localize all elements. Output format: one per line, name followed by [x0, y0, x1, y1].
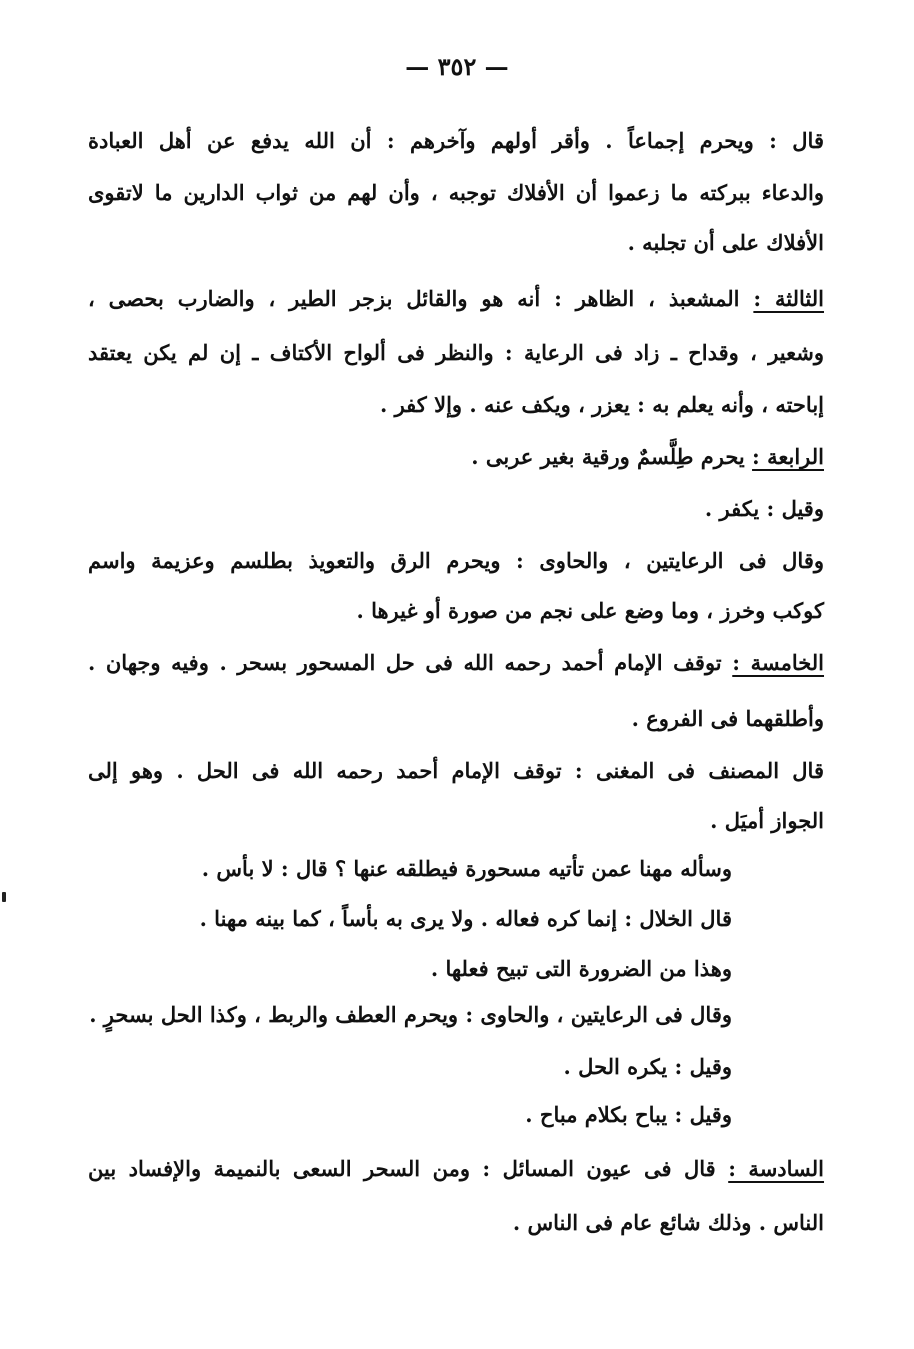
text-line-20: وقيل : يباح بكلام مباح .: [525, 1102, 732, 1127]
text-line-4: المشعبذ ، الظاهر : أنه هو والقائل بزجر الطير ، والضارب بحصى ،: [88, 286, 740, 311]
text-line-16: قال الخلال : إنما كره فعاله . ولا يرى به بأساً ، كما بينه مهنا .: [199, 906, 732, 931]
text-line-19: وقيل : يكره الحل .: [563, 1054, 732, 1079]
paragraph-third: [88, 284, 824, 314]
text-line-22: الناس . وذلك شائع عام فى الناس .: [512, 1210, 824, 1235]
heading-third: الثالثة :: [753, 286, 824, 311]
text-line-11: توقف الإمام أحمد رحمه الله فى حل المسحور بسحر . وفيه وجهان .: [88, 650, 722, 675]
text-line-12: وأطلقهما فى الفروع .: [631, 706, 824, 731]
text-line-10: كوكب وخرز ، وما وضع على نجم من صورة أو غيرها .: [356, 598, 824, 623]
text-line-5: وشعير ، وقداح ـ زاد فى الرعاية : والنظر فى ألواح الأكتاف ـ إن لم يكن يعتقد: [88, 340, 824, 365]
text-line-15: وسأله مهنا عمن تأتيه مسحورة فيطلقه عنها ؟ قال : لا بأس .: [201, 856, 732, 881]
text-line-1: قال : ويحرم إجماعاً . وأقر أولهم وآخرهم : أن الله يدفع عن أهل العبادة: [88, 128, 824, 153]
text-line-14: الجواز أميَل .: [710, 808, 824, 833]
heading-sixth: السادسة :: [728, 1156, 825, 1181]
text-line-21: قال فى عيون المسائل : ومن السحر السعى بالنميمة والإفساد بين: [88, 1156, 716, 1181]
text-line-2: والدعاء ببركته ما زعموا أن الأفلاك توجبه ، وأن لهم من ثواب الدارين ما لاتقوى: [88, 180, 824, 205]
heading-fifth: الخامسة :: [732, 650, 825, 675]
text-line-6: إباحته ، وأنه يعلم به : يعزر ، ويكف عنه . وإلا كفر .: [379, 392, 824, 417]
paragraph-fourth: [471, 442, 824, 472]
text-line-18: وقال فى الرعايتين ، والحاوى : ويحرم العطف والربط ، وكذا الحل بسحرٍ .: [89, 1002, 732, 1027]
text-line-8: وقيل : يكفر .: [704, 496, 824, 521]
margin-mark: [2, 892, 6, 902]
paragraph-sixth: [88, 1154, 824, 1184]
paragraph-fifth: [88, 648, 824, 678]
text-line-17: وهذا من الضرورة التى تبيح فعلها .: [430, 956, 732, 981]
text-line-3: الأفلاك على أن تجلبه .: [627, 230, 824, 255]
text-line-7: يحرم طِلَّسمٌ ورقية بغير عربى .: [471, 444, 745, 469]
heading-fourth: الرابعة :: [752, 444, 824, 469]
text-line-13: قال المصنف فى المغنى : توقف الإمام أحمد رحمه الله فى الحل . وهو إلى: [88, 758, 824, 783]
text-line-9: وقال فى الرعايتين ، والحاوى : ويحرم الرق والتعويذ بطلسم وعزيمة واسم: [88, 548, 824, 573]
page-number: — ٣٥٢ —: [405, 52, 509, 81]
